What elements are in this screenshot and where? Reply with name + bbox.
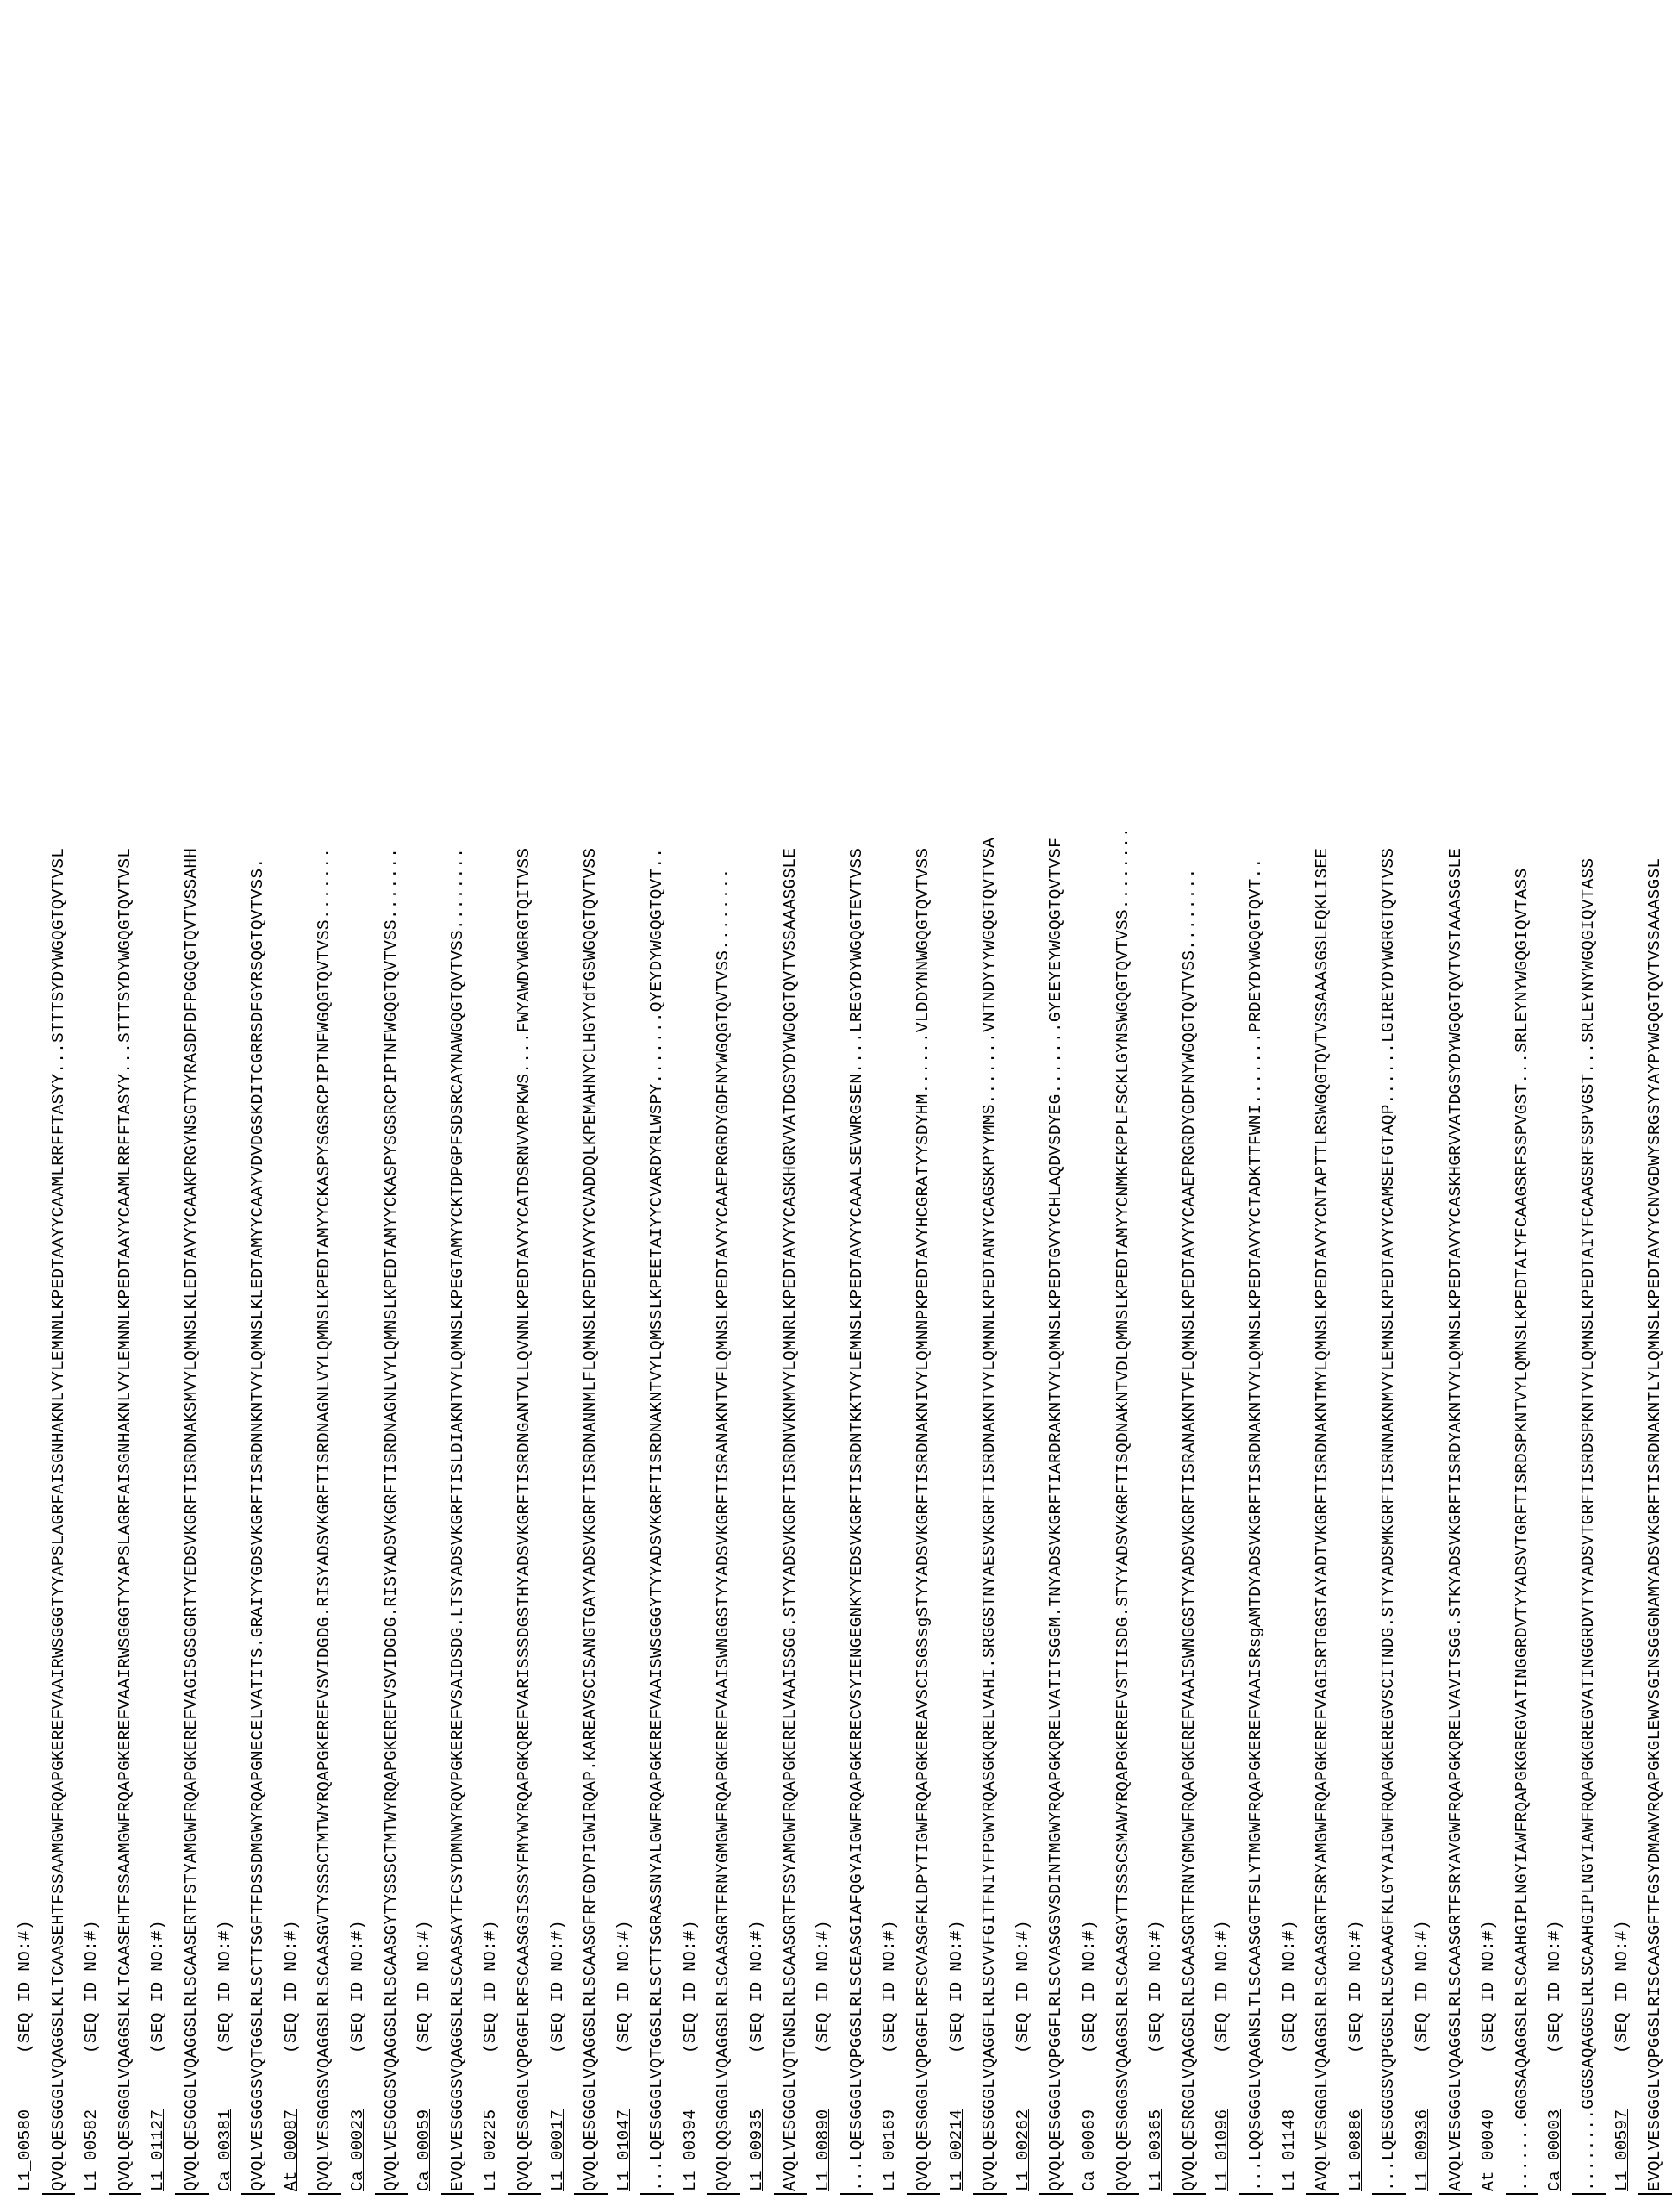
seq-id-reference: (SEQ ID NO:#) (747, 1920, 767, 2053)
sequence-line: ...LQESGGGSVQPGGSLRLSCAAAGFKLGYYAIGWFRQAPGKEREGVSCITNDG.STYYADSMKGRFTISRNNAKNMVYLEMNSLKPEDTAVYYCAMSEFGTAQP......LGIREYDYWGRGTQVTVSS (1372, 827, 1406, 2195)
sequence-line: QVQLQESGGGLVQPGGFLRFSCVASGFKLDPYTIGWFRQAPGKEREAVSCISGSsgSTYYADSVKGRFTISRDNAKNIVYLQMNNPKPEDTAVYHCGRATYYSDYHM......VLDDYNNWGQGTQVTVSS (907, 827, 940, 2195)
sequence-name: L1_00394 (680, 2109, 700, 2191)
sequence-name: Ca_00059 (415, 2109, 434, 2191)
seq-id-reference: (SEQ ID NO:#) (1479, 1920, 1499, 2053)
seq-id-reference: (SEQ ID NO:#) (547, 1920, 567, 2053)
sequence-name: L1_00582 (82, 2109, 102, 2191)
seq-id-reference: (SEQ ID NO:#) (82, 1920, 102, 2053)
seq-id-reference: (SEQ ID NO:#) (347, 1920, 367, 2053)
entry-label-line (608, 827, 641, 2191)
entry-label-line (1139, 827, 1173, 2191)
sequence-name: At_00040 (1479, 2109, 1499, 2191)
sequence-name: L1_00935 (747, 2109, 767, 2191)
sequence-line: QVQLQESGGGSVQAGGSLRLSCAASGYTTSSSCSMAWYRQAPGKEREFVSTIISDG.STYYADSVKGRFTISQDNAKNTVDLQMNSLKPEDTAMYYCNMKFKPPLFSCKLGYNSWGQGTQVTVSS........ (1107, 827, 1140, 2195)
sequence-line: EVQLVESGGGLVQPGGSLRISCAASGFTFGSYDMAWVRQAPGKGLEWVSGINSGGGNAMYADSVKGRFTISRDNAKNTLYLQMNSLKPEDTAVYYCNVGDWYSRGSYYAYPYWGQGTQVTVSSAAASGSL (1638, 827, 1672, 2195)
sequence-line: AVQLVESGGGLVQAGGSLRLSCAASGRTFSRYAVGWFRQAPGKQRELVAVITSGG.STKYADSVKGRFTISRDYAKNTVYLQMNSLKPEDTAVYYCASKHGRVVATDGSYDYWGQGTQVTVSTAAASGSLE (1439, 827, 1473, 2195)
sequence-name: L1_00262 (1013, 2109, 1033, 2191)
entry-label-line (541, 827, 575, 2191)
sequence-line: EVQLVESGGGSVQAGGSLRLSCAASAYTFCSYDMNWYRQVPGKEREFVSAIDSDG.LTSYADSVKGRFTISLDIAKNTVYLQMNSLKPEGTAMYYCKTDPGPFSDSRCAYNAWGQGTQVTVSS........ (441, 827, 475, 2195)
sequence-line: QVQLQESGGGLVQPGGFLRFSCAASGSISSSYFMYWYRQAPGKQREFVARISSSDGSTHYADSVKGRFTISRDNGANTVLLQVNNLKPEDTAVYYCATDSRNVVRPKWS....FWYAWDYWGRGTQITVSS (508, 827, 541, 2195)
entry-label-line (807, 827, 840, 2191)
sequence-name: L1_00890 (814, 2109, 833, 2191)
sequence-line: ...LQQSGGGLVQAGNSLTLSCAASGGTFSLYTMGWFRQAPGKEREFVAAISRsgAMTDYADSVKGRFTISRDNAKNTVYLQMNSLKPEDTAVYYCTADKTTFWNI.......PRDEYDYWGQGTQVT.. (1239, 827, 1273, 2195)
entry-label-line (1472, 827, 1506, 2191)
sequence-name: L1_01127 (148, 2109, 168, 2191)
sequence-line: QVQLVESGGGSVQTGGSLRLSCTTSGFTFDSSDMGWYRQAPGNECELVATITS.GRAIYYGDSVKGRFTISRDNNKNTVYLQMNSLKLEDTAMYYCAAYVDVDGSKDITCGRRSDFGYRSQGTQVTVSS. (241, 827, 275, 2195)
sequence-line: QVQLQESGGGLVQAGGSLKLTCAASEHTFSSAAMGWFRQAPGKEREFVAAIRWSGGGTYYAPSLAGRFAISGNHAKNLVYLEMNNLKPEDTAAYYCAAMLRRFFTASYY...STTTSYDYWGQGTQVTVSL (42, 827, 76, 2195)
sequence-name: L1_00017 (547, 2109, 567, 2191)
seq-id-reference: (SEQ ID NO:#) (880, 1920, 900, 2053)
seq-id-reference: (SEQ ID NO:#) (1279, 1920, 1299, 2053)
entry-label-line (75, 827, 109, 2191)
entry-label-line (1206, 827, 1239, 2191)
sequence-name: L1_00597 (1612, 2109, 1631, 2191)
sequence-name: L1_00936 (1412, 2109, 1432, 2191)
seq-id-reference: (SEQ ID NO:#) (680, 1920, 700, 2053)
sequence-name: L1_00580 (16, 2109, 34, 2191)
sequence-line: QVQLVESGGGSVQAGGSLRLSCAASGYTYSSSCTMTWYRQAPGKEREFVSVIDGDG.RISYADSVKGRFTISRDNAGNLVYLQMNSLKPEDTAMYYCKASPYSGSRCPIPTNFWGQGTQVTVSS....... (375, 827, 409, 2195)
entry-label-line (141, 827, 175, 2191)
sequence-line: ...LQESGGGLVQPGGSLRLSCEASGIAFQGYAIGWFRQAPGKERECVSYIENGEGNKYYEDSVKGRFTISRDNTKKTVYLEMNSLKPEDTAVYYCAAALSEVWRGSEN....LREGYDYWGQGTEVTVSS (840, 827, 874, 2195)
sequence-name: At_00087 (281, 2109, 301, 2191)
sequence-line: QVQLQESGGGLVQAGGFLRLSCVVFGITFNIYFPGWYRQASGKQRELVAHI.SRGGSTNYAESVKGRFTISRDNAKNTVYLQMNNLKPEDTANYYCAGSKPYYMMS.......VNTNDYYYWGQGTQVTVSA (973, 827, 1007, 2195)
sequence-line: QVQLQQSGGGLVQAGGSLRLSCAASGRTFRNYGMGWFRQAPGKEREFVAAISWNGGSTYYADSVKGRFTISRANAKNTVFLQMNSLKPEDTAVYYCAAEPRGRDYGDFNYWGQGTQVTVSS........ (707, 827, 740, 2195)
seq-id-reference: (SEQ ID NO:#) (281, 1920, 301, 2053)
sequence-line: AVQLVESGGGLVQAGGSLRLSCAASGRTFSRYAMGWFRQAPGKEREFVAGISRTGGSTAYADTVKGRFTISRDNAKNTMYLQMNSLKPEDTAVYYCNTAPTTLRSWGQGTQVTVSSAAASGSLEQKLISEE (1306, 827, 1339, 2195)
sequence-name: Ca_00381 (215, 2109, 234, 2191)
seq-id-reference: (SEQ ID NO:#) (1612, 1920, 1631, 2053)
sequence-name: Ca_00003 (1545, 2109, 1565, 2191)
entry-label-line (873, 827, 907, 2191)
sequence-line: QVQLQESGGGLVQAGGSLRLSCAASGFRFGDYPIGWIRQAP.KAREAVSCISANGTGAYYADSVKGRFTISRDNANNMLFLQMNSLKPEDTAVYYCVADDQLKPEMAHNYCLHGYYdfGSWGQGTQVTVSS (574, 827, 608, 2195)
entry-label-line (1273, 827, 1307, 2191)
sequence-line: QVQLQESGGGLVQAGGSLKLTCAASEHTFSSAAMGWFRQAPGKEREFVAAIRWSGGGTYYAPSLAGRFAISGNHAKNLVYLEMNNLKPEDTAAYYCAAMLRRFFTASYY...STTTSYDYWGQGTQVTVSL (109, 827, 142, 2195)
entry-label-line (275, 827, 309, 2191)
sequence-line: ...LQESGGGLVQTGGSLRLSCTTSGRASSNYALGWFRQAPGKEREFVAAISWSGGGYTYYADSVKGRFTISRDNAKNTVYLQMSSLKPEETAIYYCVARDYRLWSPY.......QYEYDYWGQGTQVT.. (640, 827, 674, 2195)
seq-id-reference: (SEQ ID NO:#) (1213, 1920, 1232, 2053)
entry-label-line (209, 827, 242, 2191)
sequence-name: L1_00886 (1345, 2109, 1365, 2191)
seq-id-reference: (SEQ ID NO:#) (946, 1920, 966, 2053)
seq-id-reference: (SEQ ID NO:#) (16, 1920, 34, 2053)
seq-id-reference: (SEQ ID NO:#) (1080, 1920, 1099, 2053)
sequence-line: QVQLQESGGGLVQAGGSLRLSCAASERTFSTYAMGWFRQAPGKEREFVAGISGSGGRTYYEDSVKGRFTISRDNAKSMVYLQMNSLKLEDTAVYYCAAKPRGYNSGTYYRASDFDFPGGQGTQVTVSSAHH (175, 827, 209, 2195)
sequence-alignment (9, 827, 1672, 2191)
sequence-line: ........GGGSAQAGGSLRLSCAAHGIPLNGYIAWFRQAPGKGREGVATINGGRDVTYYADSVTGRFTISRDSPKNTVYLQMNSLKPEDTAIYFCAAGSRFSSPVGST...SRLEYNYWGQGIQVTASS (1572, 827, 1606, 2195)
entry-label-line (1073, 827, 1107, 2191)
entry-label-line (9, 827, 42, 2191)
sequence-name: L1_00214 (946, 2109, 966, 2191)
seq-id-reference: (SEQ ID NO:#) (614, 1920, 633, 2053)
seq-id-reference: (SEQ ID NO:#) (1013, 1920, 1033, 2053)
entry-label-line (674, 827, 708, 2191)
seq-id-reference: (SEQ ID NO:#) (814, 1920, 833, 2053)
entry-label-line (940, 827, 974, 2191)
seq-id-reference: (SEQ ID NO:#) (1146, 1920, 1166, 2053)
entry-label-line (1606, 827, 1639, 2191)
sequence-line: QVQLQESRGGLVQAGGSLRLSCAASGRTFRNYGMGWFRQAPGKEREFVAAISWNGGSTYYADSVKGRFTISRANAKNTVFLQMNSLKPEDTAVYYCAAEPRGRDYGDFNYWGQGTQVTVSS........ (1173, 827, 1207, 2195)
entry-label-line (341, 827, 375, 2191)
entry-label-line (1339, 827, 1373, 2191)
seq-id-reference: (SEQ ID NO:#) (1345, 1920, 1365, 2053)
sequence-line: QVQLVESGGGSVQAGGSLRLSCAASGVTYSSSCTMTWYRQAPGKEREFVSVIDGDG.RISYADSVKGRFTISRDNAGNLVYLQMNSLKPEDTAMYYCKASPYSGSRCPIPTNFWGQGTQVTVSS....... (308, 827, 341, 2195)
sequence-name: L1_00225 (481, 2109, 501, 2191)
sequence-line: .......GGGSAQAGGSLRLSCAAHGIPLNGYIAWFRQAPGKGREGVATINGGRDVTYYADSVTGRFTISRDSPKNTVYLQMNSLKPEDTAIYFCAAGSRFSSPVGST...SRLEYNYWGQGIQVTASS (1506, 827, 1539, 2195)
seq-id-reference: (SEQ ID NO:#) (1412, 1920, 1432, 2053)
entry-label-line (740, 827, 774, 2191)
sequence-name: L1_00169 (880, 2109, 900, 2191)
sequence-name: Ca_00069 (1080, 2109, 1099, 2191)
entry-label-line (474, 827, 508, 2191)
sequence-name: L1_01096 (1213, 2109, 1232, 2191)
entry-label-line (1007, 827, 1040, 2191)
sequence-name: Ca_00023 (347, 2109, 367, 2191)
sequence-line: AVQLVESGGGLVQTGNSLRLSCAASGRTFSSYAMGWFRQAPGKERELVAAISSGG.STYYADSVKGRFTISRDNVKNMVYLQMNRLKPEDTAVYYCASKHGRVVATDGSYDYWGQGTQVTVSSAAASGSLE (774, 827, 808, 2195)
sequence-name: L1_00365 (1146, 2109, 1166, 2191)
entry-label-line (408, 827, 441, 2191)
sequence-name: L1_01047 (614, 2109, 633, 2191)
sequence-line: QVQLQESGGGLVQPGGFLRLSCVASGSVSDINTMGWYRQAPGKQRELVATITSGGM.TNYADSVKGRFTIARDRAKNTVYLQMNSLKPEDTGVYYCHLAQDVSDYEG.......GYEEYEYWGQGTQVTVSF (1039, 827, 1073, 2195)
seq-id-reference: (SEQ ID NO:#) (215, 1920, 234, 2053)
seq-id-reference: (SEQ ID NO:#) (415, 1920, 434, 2053)
entry-label-line (1406, 827, 1439, 2191)
seq-id-reference: (SEQ ID NO:#) (148, 1920, 168, 2053)
seq-id-reference: (SEQ ID NO:#) (481, 1920, 501, 2053)
seq-id-reference: (SEQ ID NO:#) (1545, 1920, 1565, 2053)
sequence-name: L1_01148 (1279, 2109, 1299, 2191)
entry-label-line (1538, 827, 1572, 2191)
